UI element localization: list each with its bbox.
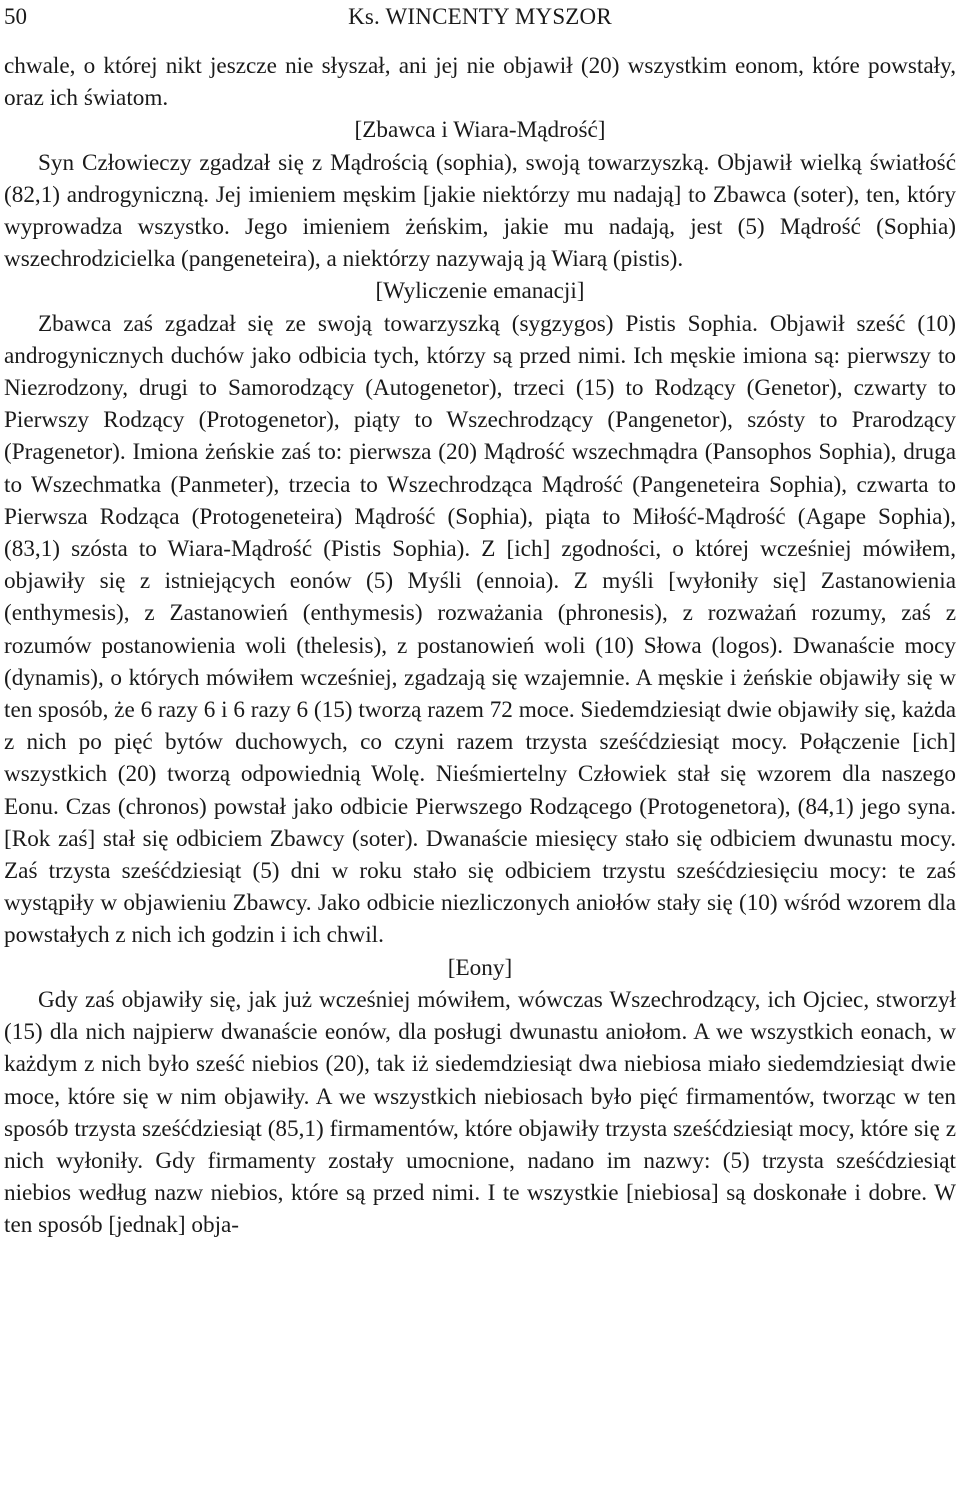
- running-head: Ks. WINCENTY MYSZOR: [348, 4, 612, 29]
- paragraph-eony: Gdy zaś objawiły się, jak już wcześniej mówiłem, wówczas Wszechrodzący, ich Ojciec, stworzył (15) dla nich najpierw dwanaście eonów, dla posługi dwunastu aniołom. A we wszystkich eonach, w każdym z nich było sześć niebios (20), tak iż siedemdziesiąt dwa niebiosa miało siedemdziesiąt dwie moce, które się w nim objawiły. A we wszystkich niebiosach było pięć firmamentów, tworząc w ten sposób trzysta sześćdziesiąt (85,1) firmamentów, które objawiły trzysta sześćdziesiąt mocy, które się z nich wyłoniły. Gdy firmamenty zostały umocnione, nadano im nazwy: (5) trzysta sześćdziesiąt niebios według nazw niebios, które są przed nimi. I te wszystkie [niebiosa] są doskonałe i dobre. W ten sposób [jednak] obja-: [4, 986, 956, 1239]
- section-heading-wyliczenie: [Wyliczenie emanacji]: [375, 278, 585, 305]
- page-header: [0, 0, 960, 36]
- paragraph-intro: chwale, o której nikt jeszcze nie słyszał, ani jej nie objawił (20) wszystkim eonom, które powstały, oraz ich światom.: [4, 53, 956, 112]
- section-heading-eony: [Eony]: [447, 954, 513, 981]
- paragraph-zbawca: Syn Człowieczy zgadzał się z Mądrością (sophia), swoją towarzyszką. Objawił wielką światłość (82,1) androgyniczną. Jej imieniem męskim [jakie niektórzy mu nadają] to Zbawca (soter), ten, który wyprowadza wszystko. Jego imieniem żeńskim, jakie mu nadają, jest (5) Mądrość (Sophia) wszechrodzicielka (pangeneteira), a niektórzy nazywają ją Wiarą (pistis).: [4, 149, 956, 273]
- paragraph-wyliczenie: Zbawca zaś zgadzał się ze swoją towarzyszką (sygzygos) Pistis Sophia. Objawił sześć (10) androgynicznych duchów jako odbicia tych, którzy są przed nimi. Ich męskie imiona są: pierwszy to Niezrodzony, drugi to Samorodzący (Autogenetor), trzeci (15) to Rodzący (Genetor), czwarty to Pierwszy Rodzący (Protogenetor), piąty to Wszechrodzący (Pangenetor), szósty to Prarodzący (Pragenetor). Imiona żeńskie zaś to: pierwsza (20) Mądrość wszechmądra (Pansophos Sophia), druga to Wszechmatka (Panmeter), trzecia to Wszechrodząca Mądrość (Pangeneteira Sophia), czwarta to Pierwsza Rodząca (Protogeneteira) Mądrość (Sophia), piąta to Miłość-Mądrość (Agape Sophia), (83,1) szósta to Wiara-Mądrość (Pistis Sophia). Z [ich] zgodności, o której wcześniej mówiłem, objawiły się z istniejących eonów (5) Myśli (ennoia). Z myśli [wyłoniły się] Zastanowienia (enthymesis), z Zastanowień (enthymesis) rozważania (phronesis), z rozważań rozumy, zaś z rozumów postanowienia woli (thelesis), z postanowień woli (10) Słowa (logos). Dwanaście mocy (dynamis), o których mówiłem wcześniej, zgadzają się wzajemnie. A męskie i żeńskie objawiły się w ten sposób, że 6 razy 6 i 6 razy 6 (15) tworzą razem 72 moce. Siedemdziesiąt dwie objawiły się, każda z nich po pięć bytów duchowych, co czyni razem trzysta sześćdziesiąt mocy. Połączenie [ich] wszystkich (20) tworzą odpowiednią Wolę. Nieśmiertelny Człowiek stał się wzorem dla naszego Eonu. Czas (chronos) powstał jako odbicie Pierwszego Rodzącego (Protogenetora), (84,1) jego syna. [Rok zaś] stał się odbiciem Zbawcy (soter). Dwanaście miesięcy stało się odbiciem dwunastu mocy. Zaś trzysta sześćdziesiąt (5) dni w roku stało się odbiciem trzystu sześćdziesięciu mocy: te zaś wystąpiły w objawieniu Zbawcy. Jako odbicie niezliczonych aniołów stały się (10) wśród wzorem dla powstałych z nich ich godzin i ich chwil.: [4, 310, 956, 949]
- page-number: 50: [4, 4, 27, 29]
- section-heading-zbawca: [Zbawca i Wiara-Mądrość]: [354, 117, 606, 144]
- document-body: [4, 50, 956, 1242]
